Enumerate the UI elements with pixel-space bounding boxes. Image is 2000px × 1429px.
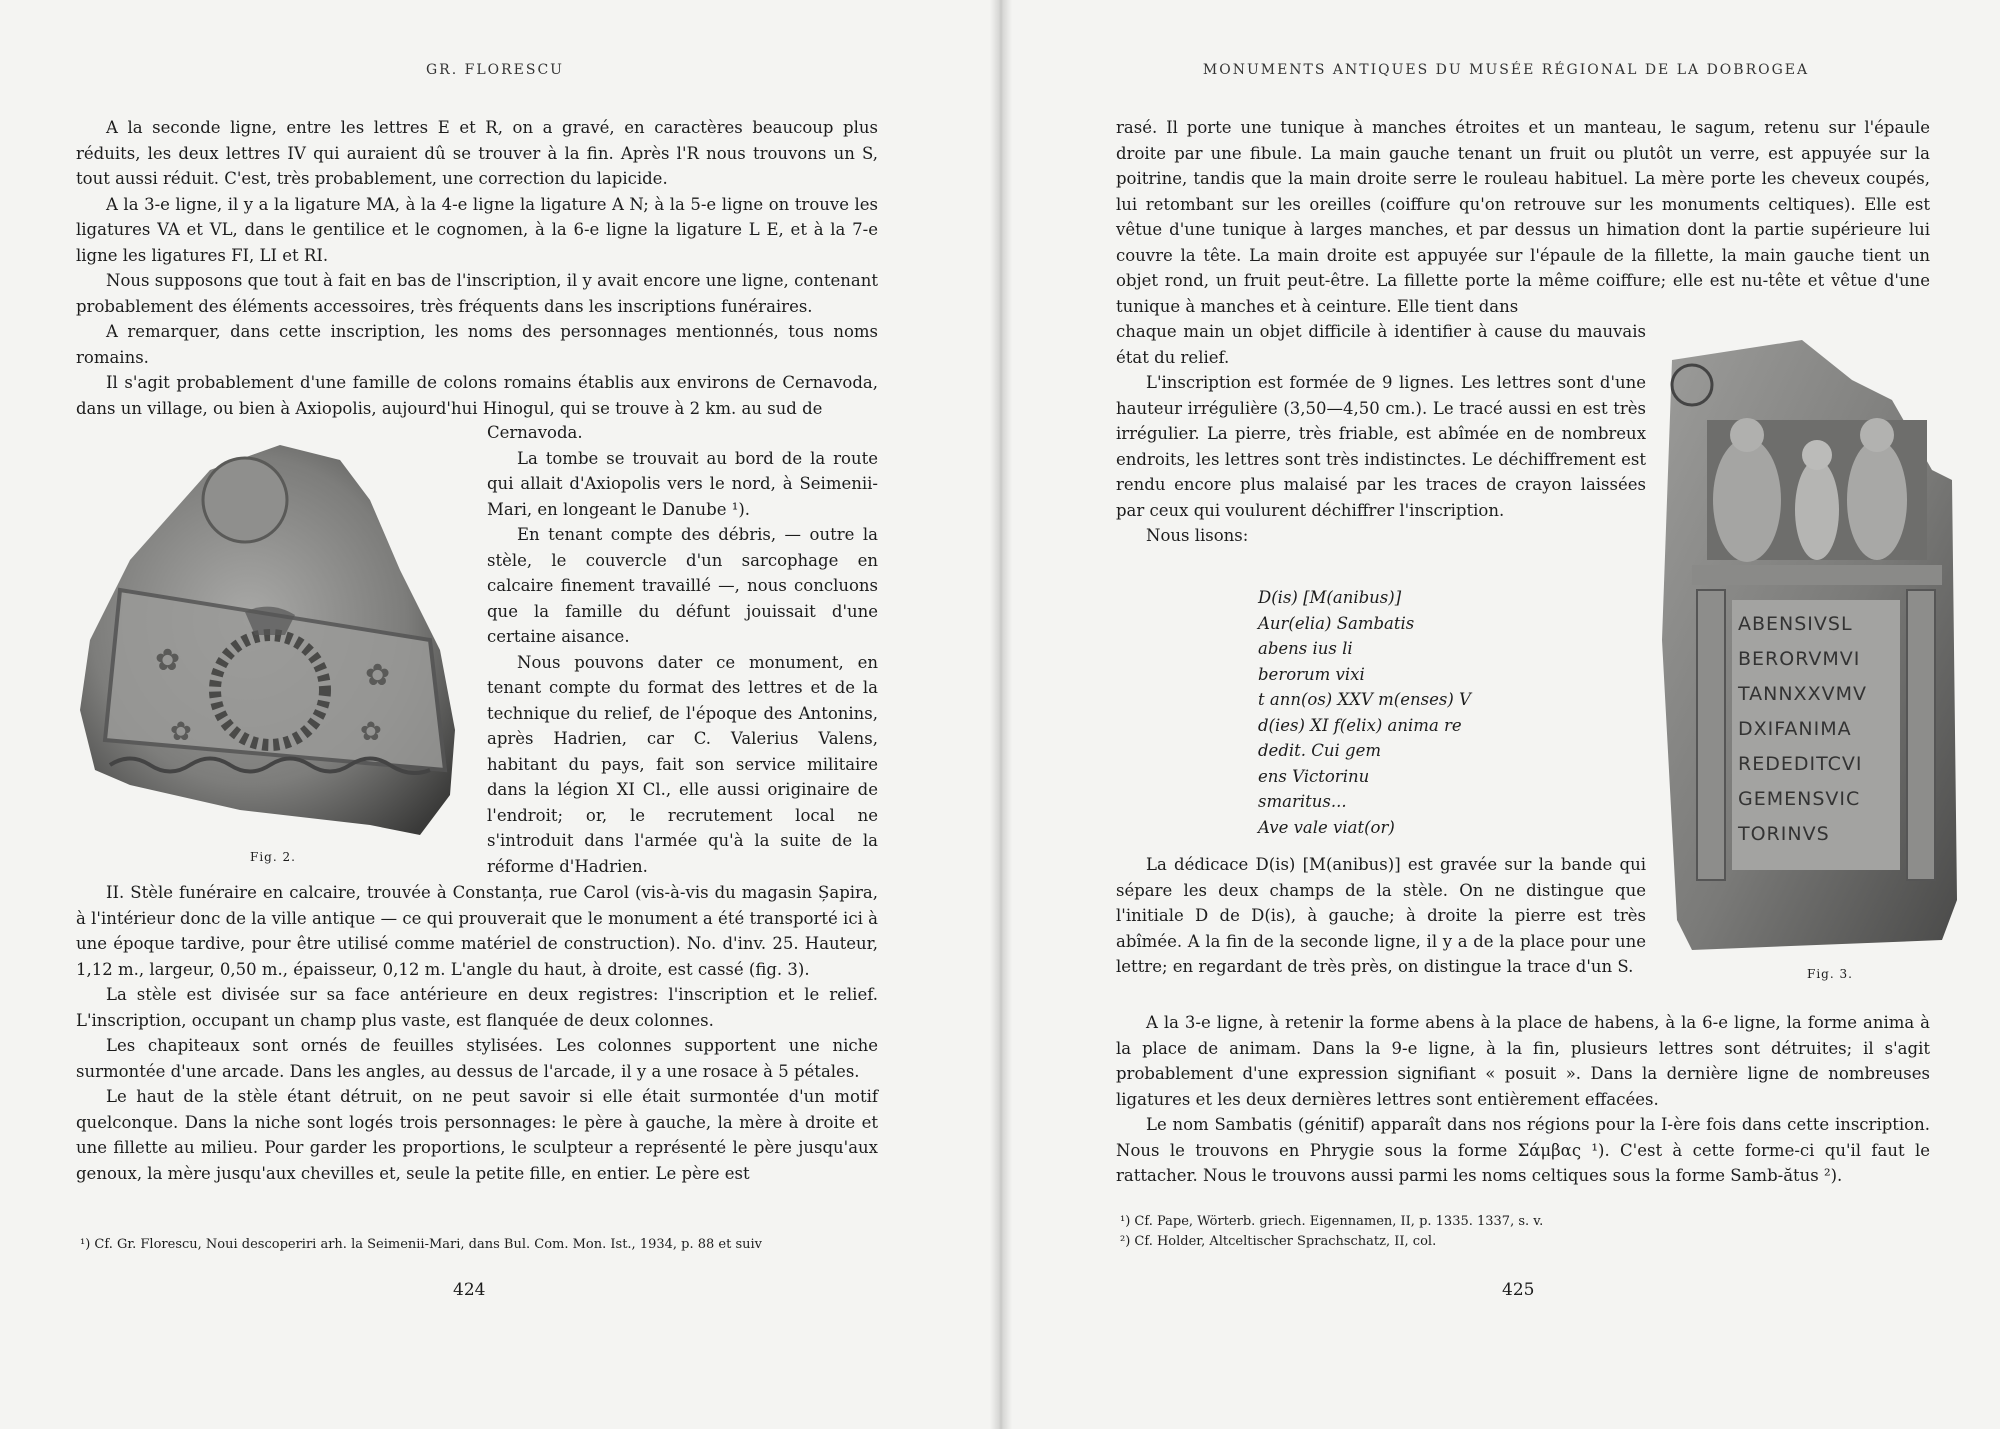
figure-2-caption: Fig. 2. xyxy=(250,850,296,864)
inscription-line: Aur(elia) Sambatis xyxy=(1258,613,1415,633)
inscription-line: berorum vixi xyxy=(1258,664,1365,684)
paragraph: II. Stèle funéraire en calcaire, trouvée à Constanța, rue Carol (vis-à-vis du magasin Șapira, à l'intérieur donc de la ville antique — ce qui prouverait que le monument a été transporté ici à une époque tardive, pour être utilisé comme matériel de construction). No. d'inv. 25. Hauteur, 1,12 m., largeur, 0,50 m., épaisseur, 0,12 m. L'angle du haut, à droite, est cassé (fig. 3). xyxy=(76,883,878,979)
right-body-bottom xyxy=(1116,1010,1930,1189)
left-body-top xyxy=(76,115,878,421)
left-body-bottom xyxy=(76,880,878,1186)
footnote: ²) Cf. Holder, Altceltischer Sprachschatz, II, col. xyxy=(1120,1234,1437,1249)
figure-3-caption: Fig. 3. xyxy=(1807,967,1853,981)
inscription-line: d(ies) XI f(elix) anima re xyxy=(1258,715,1462,735)
paragraph: Nous lisons: xyxy=(1146,526,1249,545)
running-head-right: MONUMENTS ANTIQUES DU MUSÉE RÉGIONAL DE LA DOBROGEA xyxy=(1202,62,1810,78)
inscription-line: t ann(os) XXV m(enses) V xyxy=(1258,690,1471,709)
svg-text:✿: ✿ xyxy=(155,643,181,678)
inscription-line: D(is) [M(anibus)] xyxy=(1258,588,1402,607)
paragraph: La stèle est divisée sur sa face antérieure en deux registres: l'inscription et le relief. L'inscription, occupant un champ plus vaste, est flanquée de deux colonnes. xyxy=(76,985,878,1030)
footnote: ¹) Cf. Gr. Florescu, Noui descoperiri arh. la Seimenii-Mari, dans Bul. Com. Mon. Ist., 1934, p. 88 et suiv xyxy=(80,1237,763,1252)
paragraph: A la seconde ligne, entre les lettres E et R, on a gravé, en caractères beaucoup plus réduits, les deux lettres IV qui auraient dû se trouver à la fin. Après l'R nous trouvons un S, tout aussi réduit. C'est, très probablement, une correction du lapicide. xyxy=(76,118,878,188)
stele-letters-line: TANNXXVMV xyxy=(1738,683,1867,705)
book-gutter xyxy=(990,0,1012,1429)
paragraph: Il s'agit probablement d'une famille de colons romains établis aux environs de Cernavoda, dans un village, ou bien à Axiopolis, aujourd'hui Hinogul, qui se trouve à 2 km. au sud de xyxy=(76,373,878,418)
inscription-line: ens Victorinu xyxy=(1258,766,1370,786)
paragraph: A la 3-e ligne, à retenir la forme abens à la place de habens, à la 6-e ligne, la forme anima à la place de animam. Dans la 9-e ligne, à la fin, plusieurs lettres sont détruites; il s'agit probablement d'une expression signifiant « posuit ». Dans la dernière ligne de nombreuses ligatures et les deux dernières lettres sont entièrement effacées. xyxy=(1116,1013,1930,1109)
stele-letters-line: GEMENSVIC xyxy=(1738,788,1861,810)
funerary-stele-image xyxy=(1652,340,1962,960)
inscription-line: abens ius li xyxy=(1258,639,1353,658)
left-footnotes xyxy=(80,1235,880,1255)
right-body-top xyxy=(1116,115,1930,319)
page-number-left: 424 xyxy=(453,1280,486,1300)
paragraph: Cernavoda. xyxy=(487,423,583,442)
paragraph: La tombe se trouvait au bord de la route qui allait d'Axiopolis vers le nord, à Seimenii-Mari, en longeant le Danube ¹). xyxy=(487,448,878,519)
stele-letters-line: REDEDITCVI xyxy=(1738,753,1863,775)
right-page xyxy=(1012,0,2000,1429)
right-body-wrap-2 xyxy=(1116,852,1646,980)
paragraph: rasé. Il porte une tunique à manches étroites et un manteau, le sagum, retenu sur l'épaule droite par une fibule. La main gauche tenant un fruit ou plutôt un verre, est appuyée sur la poitrine, tandis que la main droite serre le rouleau habituel. La mère porte les cheveux coupés, lui retombant sur les oreilles (coiffure qu'on retrouve sur les monuments celtiques). Elle est vêtue d'une tunique à larges manches, et par dessus un himation dont la partie supérieure lui couvre la tête. La main droite est appuyée sur l'épaule de la fillette, la main gauche tient un objet rond, un fruit peut-être. La fillette porte la même coiffure; elle est nu-tête et vêtue d'une tunique à manches et à ceinture. Elle tient dans xyxy=(1116,118,1930,316)
inscription-line: Ave vale viat(or) xyxy=(1258,817,1395,837)
running-head-left: GR. FLORESCU xyxy=(426,62,564,78)
inscription-line: smaritus... xyxy=(1258,792,1347,811)
svg-text:✿: ✿ xyxy=(365,658,391,693)
paragraph: chaque main un objet difficile à identifier à cause du mauvais état du relief. xyxy=(1116,322,1646,367)
figure-2-stele xyxy=(70,440,470,840)
figure-3-stele xyxy=(1652,340,1962,960)
paragraph: A remarquer, dans cette inscription, les noms des personnages mentionnés, tous noms romains. xyxy=(76,322,878,367)
inscription-reading xyxy=(1258,585,1638,840)
svg-text:✿: ✿ xyxy=(170,717,192,747)
stele-fragment-image xyxy=(70,440,470,840)
stele-letters-line: ABENSIVSL xyxy=(1738,613,1853,635)
right-footnotes xyxy=(1120,1212,1920,1252)
stele-letters-line: BERORVMVI xyxy=(1738,648,1861,670)
stele-letters-line: TORINVS xyxy=(1738,823,1830,845)
paragraph: Nous pouvons dater ce monument, en tenant compte du format des lettres et de la technique du relief, de l'époque des Antonins, après Hadrien, car C. Valerius Valens, habitant du pays, fait son service militaire dans la légion XI Cl., elle aussi originaire de l'endroit; or, le recrutement local ne s'introduit dans l'armée qu'à la suite de la réforme d'Hadrien. xyxy=(487,652,878,876)
paragraph: A la 3-e ligne, il y a la ligature MA, à la 4-e ligne la ligature A N; à la 5-e ligne on trouve les ligatures VA et VL, dans le gentilice et le cognomen, à la 6-e ligne la ligature L E, et à la 7-e ligne les ligatures FI, LI et RI. xyxy=(76,194,878,265)
svg-text:✿: ✿ xyxy=(360,717,382,747)
right-body-wrap xyxy=(1116,319,1646,549)
left-page xyxy=(0,0,990,1429)
paragraph: Le haut de la stèle étant détruit, on ne peut savoir si elle était surmontée d'un motif quelconque. Dans la niche sont logés trois personnages: le père à gauche, la mère à droite et une fillette au milieu. Pour garder les proportions, le sculpteur a représenté le père jusqu'aux genoux, la mère jusqu'aux chevilles et, seule la petite fille, en entier. Le père est xyxy=(76,1087,878,1183)
page-number-right: 425 xyxy=(1502,1280,1535,1300)
paragraph: En tenant compte des débris, — outre la stèle, le couvercle d'un sarcophage en calcaire finement travaillé —, nous concluons que la famille du défunt jouissait d'une certaine aisance. xyxy=(487,525,878,646)
paragraph: L'inscription est formée de 9 lignes. Les lettres sont d'une hauteur irrégulière (3,50—4,50 cm.). Le tracé aussi en est très irrégulier. La pierre, très friable, est abîmée en de nombreux endroits, les lettres sont très indistinctes. Le déchiffrement est rendu encore plus malaisé par les traces de crayon laissées par ceux qui voulurent déchiffrer l'inscription. xyxy=(1116,373,1646,520)
paragraph: La dédicace D(is) [M(anibus)] est gravée sur la bande qui sépare les deux champs de la stèle. On ne distingue que l'initiale D de D(is), à gauche; à droite la pierre est très abîmée. A la fin de la seconde ligne, il y a de la place pour une lettre; en regardant de très près, on distingue la trace d'un S. xyxy=(1116,855,1646,976)
paragraph: Nous supposons que tout à fait en bas de l'inscription, il y avait encore une ligne, contenant probablement des éléments accessoires, très fréquents dans les inscriptions funéraires. xyxy=(76,271,878,316)
footnote: ¹) Cf. Pape, Wörterb. griech. Eigennamen, II, p. 1335. 1337, s. v. xyxy=(1120,1214,1544,1229)
paragraph: Le nom Sambatis (génitif) apparaît dans nos régions pour la I-ère fois dans cette inscription. Nous le trouvons en Phrygie sous la forme Σάμβας ¹). C'est à cette forme-ci qu'il faut le rattacher. Nous le trouvons aussi parmi les noms celtiques sous la forme Samb-ătus ²). xyxy=(1116,1115,1930,1185)
stele-letters-line: DXIFANIMA xyxy=(1738,718,1852,740)
inscription-line: dedit. Cui gem xyxy=(1258,741,1382,760)
left-body-wrap xyxy=(487,420,878,879)
paragraph: Les chapiteaux sont ornés de feuilles stylisées. Les colonnes supportent une niche surmontée d'une arcade. Dans les angles, au dessus de l'arcade, il y a une rosace à 5 pétales. xyxy=(76,1036,878,1081)
